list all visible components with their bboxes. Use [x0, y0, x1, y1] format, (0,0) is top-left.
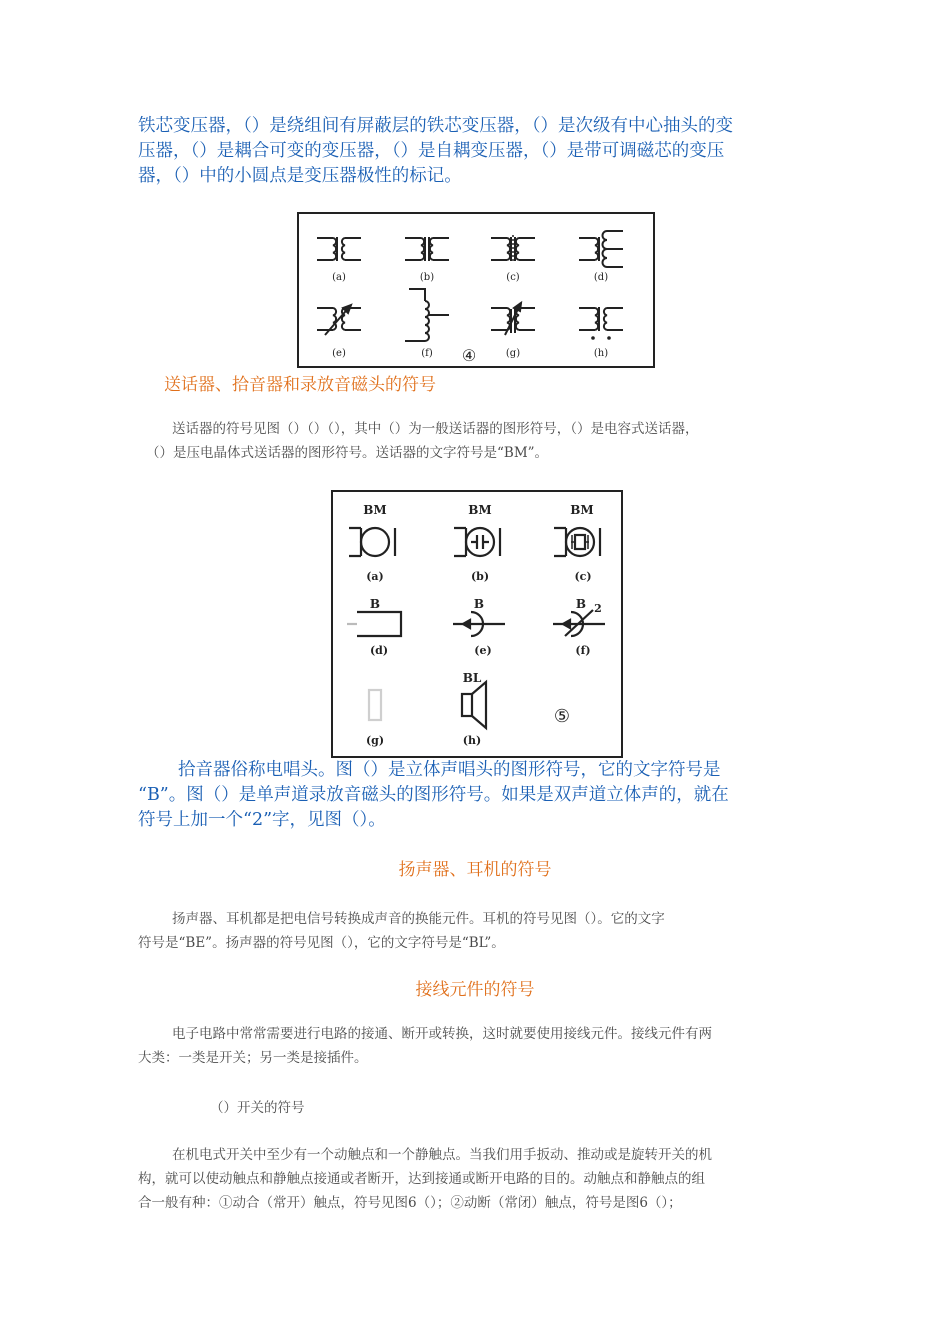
label-f: (f)	[421, 348, 433, 359]
label-e: (e)	[474, 644, 492, 657]
text-line: （）是压电晶体式送话器的图形符号。送话器的文字符号是“BM”。	[146, 445, 549, 461]
label-a: (a)	[332, 272, 346, 283]
symbol-g	[491, 303, 535, 335]
label-d: (d)	[369, 644, 389, 657]
text-line: 构，就可以使动触点和静触点接通或者断开，达到接通或断开电路的目的。动触点和静触点的组	[138, 1171, 705, 1187]
symbol-d	[347, 612, 401, 636]
figure-number: ④	[461, 346, 477, 365]
text-line: 符号是“BE”。扬声器的符号见图（），它的文字符号是“BL”。	[138, 935, 505, 951]
microphone-paragraph	[146, 417, 699, 465]
text-line: 符号上加一个“2”字，见图（）。	[138, 810, 386, 830]
label-a: (a)	[366, 570, 384, 583]
text-line: 大类：一类是开关；另一类是接插件。	[138, 1050, 368, 1066]
speaker-paragraph	[138, 907, 665, 955]
heading-microphone: 送话器、拾音器和录放音磁头的符号	[164, 375, 436, 395]
label-e: (e)	[332, 348, 346, 359]
symbol-g	[369, 690, 381, 720]
transformer-symbols-figure	[297, 212, 655, 368]
text-line: 铁芯变压器，（）是绕组间有屏蔽层的铁芯变压器，（）是次级有中心抽头的变	[138, 116, 733, 136]
text-line: 送话器的符号见图（）（）（），其中（）为一般送话器的图形符号，（）是电容式送话器，	[172, 421, 699, 437]
text-line: 拾音器俗称电唱头。图（）是立体声唱头的图形符号，它的文字符号是	[178, 760, 721, 780]
symbol-h	[579, 307, 623, 340]
label-bl-h: BL	[462, 671, 482, 685]
microphone-symbols-figure	[331, 490, 623, 758]
label-bm-c: BM	[570, 503, 594, 517]
label-b-e: B	[473, 597, 485, 611]
symbol-f	[405, 289, 449, 341]
label-b: (b)	[419, 272, 435, 283]
text-line: 在机电式开关中至少有一个动触点和一个静触点。当我们用手扳动、推动或是旋转开关的机	[172, 1147, 712, 1163]
label-b: (b)	[470, 570, 490, 583]
wiring-paragraph	[138, 1022, 712, 1070]
figure-number: ⑤	[553, 706, 571, 727]
label-c: (c)	[506, 272, 520, 283]
symbol-c	[491, 235, 535, 263]
label-b-d: B	[369, 597, 381, 611]
text-line: “B”。图（）是单声道录放音磁头的图形符号。如果是双声道立体声的，就在	[138, 785, 729, 805]
pickup-paragraph	[138, 758, 818, 833]
label-bm-b: BM	[468, 503, 492, 517]
label-d: (d)	[593, 272, 609, 283]
label-bm-a: BM	[363, 503, 387, 517]
switch-heading: （）开关的符号	[210, 1100, 305, 1116]
transformer-paragraph	[138, 114, 818, 189]
label-sup-2: 2	[594, 602, 602, 615]
text-line: 扬声器、耳机都是把电信号转换成声音的换能元件。耳机的符号见图（）。它的文字	[172, 911, 665, 927]
label-f: (f)	[575, 644, 591, 657]
symbol-e	[453, 612, 505, 636]
symbol-a	[317, 237, 361, 261]
symbol-b	[405, 237, 449, 261]
symbol-c	[554, 528, 600, 556]
label-g: (g)	[365, 734, 385, 747]
text-line: 合一般有种：①动合（常开）触点，符号见图6（）；②动断（常闭）触点，符号是图6（）；	[138, 1195, 682, 1211]
text-line: 压器，（）是耦合可变的变压器，（）是自耦变压器，（）是带可调磁芯的变压	[138, 141, 725, 161]
label-g: (g)	[505, 348, 521, 359]
text-line: 电子电路中常常需要进行电路的接通、断开或转换，这时就要使用接线元件。接线元件有两	[172, 1026, 712, 1042]
symbol-b	[454, 528, 500, 556]
label-h: (h)	[593, 348, 609, 359]
transformer-symbols-drawing	[299, 214, 653, 366]
label-b-f: B	[575, 597, 587, 611]
heading-speaker: 扬声器、耳机的符号	[398, 860, 552, 880]
text-line: 器，（）中的小圆点是变压器极性的标记。	[138, 166, 462, 186]
label-c: (c)	[574, 570, 592, 583]
heading-wiring: 接线元件的符号	[415, 980, 535, 1000]
label-h: (h)	[462, 734, 482, 747]
symbol-e	[317, 305, 361, 335]
symbol-h	[462, 682, 486, 728]
switch-paragraph	[138, 1143, 712, 1215]
microphone-symbols-drawing	[333, 492, 621, 756]
symbol-d	[579, 231, 623, 267]
symbol-a	[349, 528, 395, 556]
